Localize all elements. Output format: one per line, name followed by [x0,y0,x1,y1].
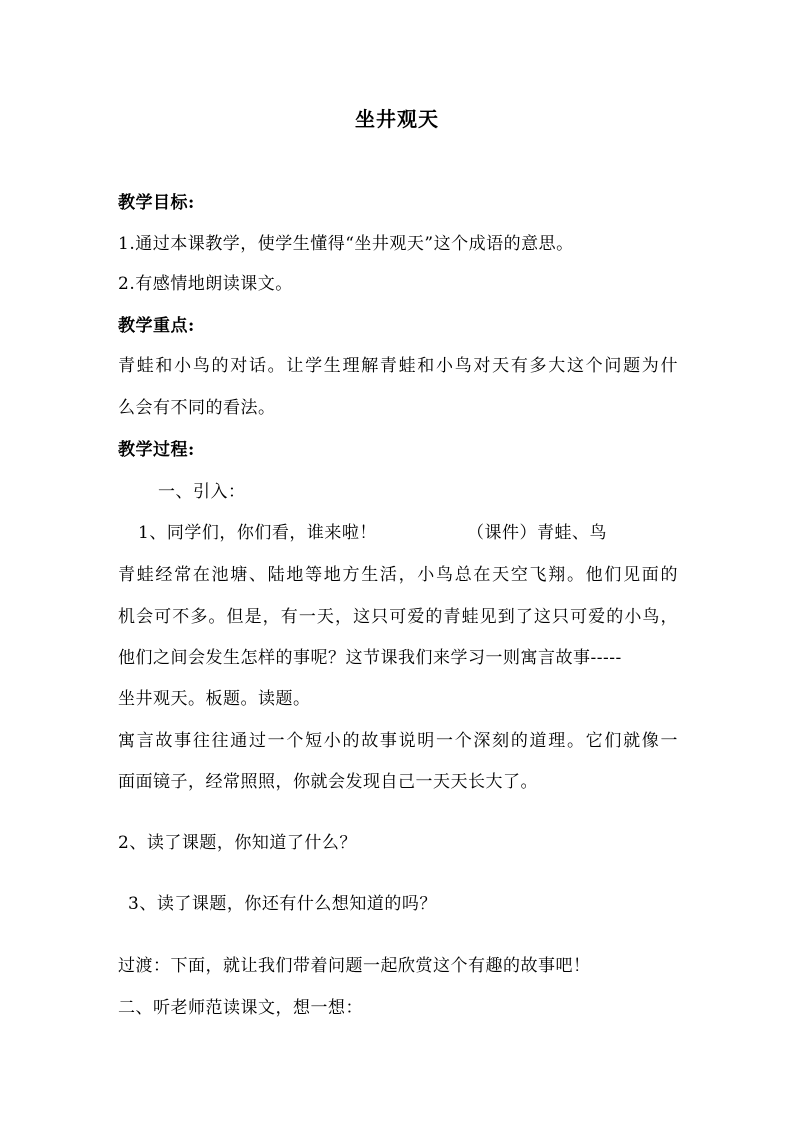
objective-item-1: 1.通过本课教学，使学生懂得“坐井观天”这个成语的意思。 [118,234,574,254]
section-2-title: 二、听老师范读课文，想一想： [118,998,363,1018]
fable-line-2: 面面镜子，经常照照，你就会发现自己一天天长大了。 [118,772,538,792]
step-1-courseware-note: （课件）青蛙、鸟 [467,523,607,543]
transition-text: 过渡：下面，就让我们带着问题一起欣赏这个有趣的故事吧！ [118,956,591,976]
process-heading: 教学过程: [118,440,195,460]
intro-line-4: 坐井观天。板题。读题。 [118,689,311,709]
document-title: 坐井观天 [355,107,439,131]
step-1-text: 1、同学们，你们看，谁来啦！ [138,523,377,543]
intro-line-3: 他们之间会发生怎样的事呢？这节课我们来学习一则寓言故事----- [118,648,622,668]
step-2-text: 2、读了课题，你知道了什么？ [118,833,357,853]
intro-line-2: 机会可不多。但是，有一天，这只可爱的青蛙见到了这只可爱的小鸟， [118,607,678,627]
key-points-heading: 教学重点: [118,316,195,336]
fable-line-1: 寓言故事往往通过一个短小的故事说明一个深刻的道理。它们就像一 [118,731,678,751]
step-3-text: 3、读了课题，你还有什么想知道的吗？ [128,894,437,914]
objectives-heading: 教学目标: [118,193,195,213]
key-points-line-2: 么会有不同的看法。 [118,398,276,418]
section-1-title: 一、引入： [158,482,246,502]
intro-line-1: 青蛙经常在池塘、陆地等地方生活，小鸟总在天空飞翔。他们见面的 [118,565,678,585]
key-points-line-1: 青蛙和小鸟的对话。让学生理解青蛙和小鸟对天有多大这个问题为什 [118,356,678,376]
objective-item-2: 2.有感情地朗读课文。 [118,274,293,294]
